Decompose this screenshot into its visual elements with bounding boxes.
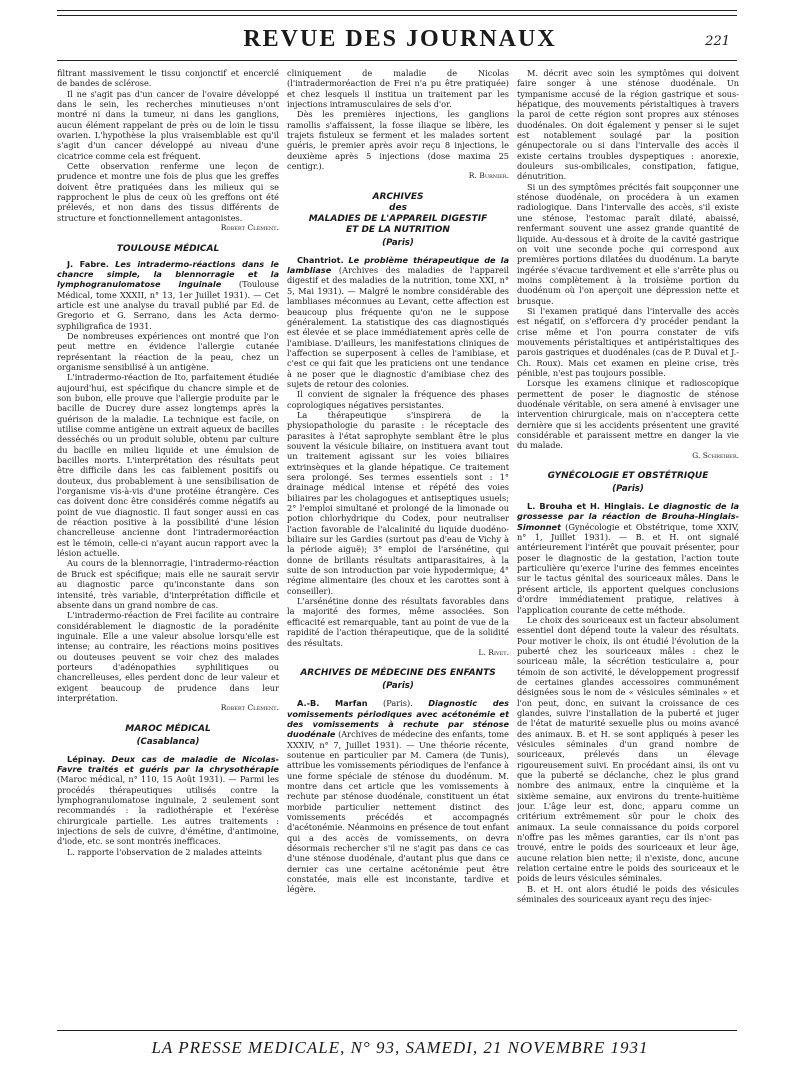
author-signature: Robert Clément. <box>220 223 279 233</box>
article-reference: (Archives de médecine des enfants, tome XXXIV, n° 7, Juillet 1931). — Une théorie récente, soutenue en particulier par M. Camera (de Tunis), attribue les vomissements périodiques de l'enfance à une forme spéciale de sténose du duodénum. M. montre dans cet article que les vomissements à rechute par sténose duodénale, constituent un état morbide particulier nettement distinct des vomissements précédés et accompagnés d'acétonémie. Néanmoins en présence de tout enfant qui a des accès de vomissements, on devra désormais rechercher s'il ne s'agit pas dans ce cas d'une sténose duodénale, d'autant plus que dans ce dernier cas une certaine acétonémie peut être constatée, mais elle est inconstante, tardive et légère. <box>287 729 509 895</box>
paragraph: Au cours de la blennorragie, l'intradermo-réaction de Bruck est spécifique; mais elle ne saurait servir au diagnostic parce qu'inconstante dans son intensité, très variable, d'interprétation difficile et absente dans un grand nombre de cas. <box>57 558 279 610</box>
paragraph: De nombreuses expériences ont montré que l'on peut mettre en évidence l'allergie cutanée représentant la réaction de la peau, chez un organisme sensibilisé à un antigène. <box>57 330 279 372</box>
page-number: 221 <box>705 34 730 49</box>
paragraph: Le choix des souriceaux est un facteur absolument essentiel dont dépend toute la valeur des résultats. Pour motiver le choix, ils ont étudié l'évolution de la puberté chez les souriceaux mâles : chez le souriceau mâle, la sécrétion testiculaire a, pour témoin de son activité, le développement progressif de certaines glandes accessoires communément désignées sous le nom de « vésicules séminales » et l'on peut, donc, en suivant la croissance de ces glandes, suivre l'installation de la puberté et juger de l'état de maturité sexuelle plus ou moins avancé des animaux. B. et H. se sont appliqués à peser les vésicules séminales d'un grand nombre de souriceaux, prélevés dans un élevage rigoureusement suivi. En procédant ainsi, ils ont vu que la puberté se déclanche, chez le plus grand nombre des animaux, entre la cinquième et la sixième semaine, aux environs du trente-huitième jour. L'âge leur est, donc, apparu comme un critérium extrêmement sûr pour le choix des animaux. La seule connaissance du poids corporel n'offre pas les mêmes garanties, car ils n'ont pas trouvé, entre le poids des souriceaux et leur âge, aucune relation bien nette; il n'existe, donc, aucune relation certaine entre le poids des souriceaux et le poids de leurs vésicules séminales. <box>517 614 739 884</box>
section-subheading: (Paris) <box>612 484 644 495</box>
author-signature: R. Burnier. <box>468 171 509 181</box>
paragraph: Si l'examen pratiqué dans l'intervalle des accès est négatif, on s'efforcera d'y procéder pendant la crise même et l'on pourra constater de vifs mouvements péristaltiques et antipéristaltiques des parois gastriques et duodénales (cas de P. Duval et J.-Ch. Roux). Mais cet examen en pleine crise, très pénible, n'est pas toujours possible. <box>517 305 739 378</box>
article-title: Diagnostic des vomissements périodiques avec acétonémie et des vomissements à rechute par sténose duodénale <box>287 698 509 740</box>
section-subheading: (Casablanca) <box>136 736 200 747</box>
paragraph: L'intradermo-réaction de Frei facilite au contraire considérablement le diagnostic de la poradénite inguinale. Elle a une valeur absolue lorsqu'elle est intense; au contraire, les réactions moins positives ou douteuses peuvent se voir chez des malades porteurs d'adénopathies syphilitiques ou chancrelleuses, elles perdent donc de leur valeur et exigent beaucoup de prudence dans leur interprétation. <box>57 610 279 703</box>
article-reference: (Toulouse Médical, tome XXXII, n° 13, 1er Juillet 1931). — Cet article est une analyse du travail publié par Ed. de Gregorio et G. Serrano, dans les Acta dermo-syphiligrafica de 1931. <box>57 279 279 331</box>
paragraph: La thérapeutique s'inspirera de la physiopathologie du parasite : le réceptacle des parasites à l'état saprophyte semblant être le plus souvent la vésicule biliaire, on instituera avant tout un traitement agissant sur les voies biliaires extrinsèques et la glande hépatique. Ce traitement sera prolongé. Ses termes essentiels sont : 1° drainage médical intense et répété des voies biliaires par les cholagogues et antiseptiques usuels; 2° l'emploi simultané et prolongé de la limonade ou potion chlorhydrique du Codex, pour neutraliser l'action favorable de l'alcalinité du liquide duodéno-biliaire sur les Gardies (surtout pas d'eau de Vichy à la période aiguë); 3° emploi de l'arsénétine, qui donne de brillants résultats antiparasitaires, à la suite de son introduction par voie hypodermique; 4° régime alimentaire (les choux et les carottes sont à conseiller). <box>287 409 509 596</box>
running-footer <box>0 1038 800 1058</box>
article-author: Lépinay. <box>67 753 106 764</box>
author-signature: Robert Clément. <box>220 703 279 713</box>
paragraph: M. décrit avec soin les symptômes qui doivent faire songer à une sténose duodénale. Un tympanisme accusé de la région gastrique et sous-hépatique, des mouvements péristaltiques à travers la paroi de cette région sont propres aux sténoses duodénales. On doit également y penser si le sujet est notablement soulagé par la position génupectorale ou si dans l'intervalle des accès il existe certains troubles dyspeptiques : anorexie, douleurs sus-ombilicales, constipation, fatigue, dénutrition. <box>517 68 739 182</box>
paragraph: filtrant massivement le tissu conjonctif et encerclé de bandes de sclérose. <box>57 68 279 89</box>
paragraph: Dès les premières injections, les ganglions ramollis s'affaissent, la fosse iliaque se libère, les trajets fistuleux se ferment et les malades sortent guéris, le premier après avoir reçu 8 injections, le deuxième après 5 injections (dose maxima 25 centigr.). <box>287 109 509 172</box>
header-bottom-rule <box>57 60 737 61</box>
paragraph: L. rapporte l'observation de 2 malades atteints <box>67 846 262 857</box>
section-heading: MALADIES DE L'APPAREIL DIGESTIF <box>308 213 488 224</box>
article-title: Deux cas de maladie de Nicolas-Favre traités et guéris par la chrysothérapie <box>57 753 279 774</box>
running-header-title: REVUE DES JOURNAUX <box>243 26 557 52</box>
paragraph: Cette observation renferme une leçon de prudence et montre une fois de plus que les greffes doivent être pratiquées dans les milieux qui se rapprochent le plus de ceux où les greffons ont été prélevés, et non dans des tissus différents de structure et fonctionnellement antagonistes. <box>57 161 279 223</box>
paragraph: L'arsénétine donne des résultats favorables dans la majorité des formes, même associées. Son efficacité est remarquable, tant au point de vue de la rapidité de l'action thérapeutique, que de la solidité des résultats. <box>287 596 509 648</box>
section-heading: des <box>389 202 407 213</box>
paragraph: L'intradermo-réaction de Ito, parfaitement étudiée aujourd'hui, est spécifique du chancre simple et de son bubon, elle prouve que l'allergie produite par le bacille de Ducrey dure assez longtemps après la guérison de la maladie. La technique est facile, on utilise comme antigène un extrait aqueux de bacilles desséchés ou un produit soluble, obtenu par culture du bacille en milieu liquide et une émulsion de bacilles morts. L'interprétation des résultats peut être difficile dans les cas faiblement positifs ou douteux, dus probablement à une sensibilisation de l'organisme vis-à-vis d'une protéine étrangère. Ces cas doivent donc être considérés comme négatifs au point de vue diagnostic. Il faut songer aussi en cas de réaction positive à la possibilité d'une lésion chancrelleuse ancienne dont l'intradermoréaction est le témoin, celle-ci n'ayant aucun rapport avec la lésion actuelle. <box>57 372 279 559</box>
article-title: Le problème thérapeutique de la lambliase <box>287 254 509 276</box>
section-heading: TOULOUSE MÉDICAL <box>116 243 220 254</box>
paragraph: Il convient de signaler la fréquence des phases coprologiques négatives persistantes. <box>287 389 509 410</box>
paragraph: B. et H. ont alors étudié le poids des vésicules séminales des souriceaux ayant reçu des injec- <box>517 883 739 905</box>
paragraph: Lorsque les examens clinique et radioscopique permettent de poser le diagnostic de sténose duodénale véritable, on sera amené à envisager une intervention chirurgicale, mais on n'acceptera cette dernière que si les accidents présentent une gravité considérable et paraissent mettre en danger la vie du malade. <box>517 378 739 451</box>
article-title: Les intradermo-réactions dans le chancre simple, la blennorragie et la lymphogranulomatose inguinale <box>57 258 279 290</box>
article-author: J. Fabre. <box>67 258 109 269</box>
section-heading: ET DE LA NUTRITION <box>346 224 450 235</box>
article-reference: (Archives des maladies de l'appareil digestif et des maladies de la nutrition, tome XXI, n° 5, Mai 1931). — Malgré le nombre considérable des lambliases méconnues au Levant, cette affection est beaucoup plus fréquente qu'on ne le suppose généralement. La statistique des cas diagnostiqués est élevée et se place immédiatement après celle de l'amibiase. D'ailleurs, les manifestations cliniques de l'affection se superposent à celles de l'amibiase, et c'est ce qui fait que les praticiens ont une tendance à ne poser que le diagnostic d'amibiase chez des sujets de retour des colonies. <box>287 265 509 389</box>
section-heading: MAROC MÉDICAL <box>125 723 211 734</box>
column-2 <box>287 68 509 1023</box>
footer-text: LA PRESSE MEDICALE, N° 93, SAMEDI, 21 NOVEMBRE 1931 <box>151 1038 649 1057</box>
article-author: L. Brouha et H. Hinglais. <box>527 501 645 512</box>
column-3 <box>517 68 739 1023</box>
article-author: A.-B. Marfan <box>297 698 368 709</box>
section-subheading: (Paris) <box>382 237 414 248</box>
section-heading: ARCHIVES <box>372 191 424 202</box>
column-1 <box>57 68 279 1023</box>
article-columns <box>57 68 741 1023</box>
footer-rule <box>57 1030 737 1031</box>
author-signature: L. Rivet. <box>478 647 509 657</box>
header-top-rule <box>57 10 737 16</box>
article-author: Chantriot. <box>297 254 344 265</box>
article-reference: (Gynécologie et Obstétrique, tome XXIV, n° 1, Juillet 1931). — B. et H. ont signalé antérieurement l'intérêt que pouvait présenter, pour poser le diagnostic de la gestation, l'action toute particulière qu'exerce l'urine des femmes enceintes sur le tactus génital des souriceaux mâles. Dans le présent article, ils apportent quelques conclusions d'ordre immédiatement pratique, relatives à l'application courante de cette méthode. <box>517 521 739 615</box>
article-reference: (Maroc médical, n° 110, 15 Août 1931). — Parmi les procédés thérapeutiques utilisés contre la lymphogranulomatose inguinale, 2 seulement sont recommandés : la radiothérapie et l'exérèse chirurgicale partielle. Les autres traitements : injections de sels de cuivre, d'émétine, d'antimoine, d'iode, etc. se sont montrés inefficaces. <box>57 774 279 847</box>
article-title: Le diagnostic de la grossesse par la réaction de Brouha-Hinglais-Simonnet <box>517 501 739 532</box>
section-subheading: (Paris) <box>382 681 414 692</box>
paragraph: Il ne s'agit pas d'un cancer de l'ovaire développé dans le sein, les recherches minutieuses n'ont montré ni dans la tumeur, ni dans les ganglions, aucun élément rappelant de près ou de loin le tissu ovarien. L'hypothèse la plus vraisemblable est qu'il s'agit d'un cancer développé au niveau d'une cicatrice comme cela est fréquent. <box>57 88 279 161</box>
section-heading: GYNÉCOLOGIE ET OBSTÉTRIQUE <box>547 471 709 482</box>
paragraph: cliniquement de maladie de Nicolas (l'intradermoréaction de Frei n'a pu être pratiquée) et chez lesquels il institua un traitement par les injections intramusculaires de sels d'or. <box>287 68 509 110</box>
paragraph: Si un des symptômes précités fait soupçonner une sténose duodénale, on procédera à un examen radiologique. Dans l'intervalle des accès, s'il existe une sténose, l'estomac paraît dilaté, abaissé, renfermant souvent une assez grande quantité de liquide. Au-dessous et à droite de la cavité gastrique on voit une seconde poche qui correspond aux premières portions dilatées du duodénum. La baryte ingérée s'évacue tardivement et elle s'arrête plus ou moins complètement à la troisième portion du duodénum où l'on aperçoit une dépression nette et brusque. <box>517 181 739 306</box>
section-heading: ARCHIVES DE MÉDECINE DES ENFANTS <box>300 668 496 679</box>
article-place: (Paris). <box>383 698 413 709</box>
author-signature: G. Schreiber. <box>692 450 739 460</box>
